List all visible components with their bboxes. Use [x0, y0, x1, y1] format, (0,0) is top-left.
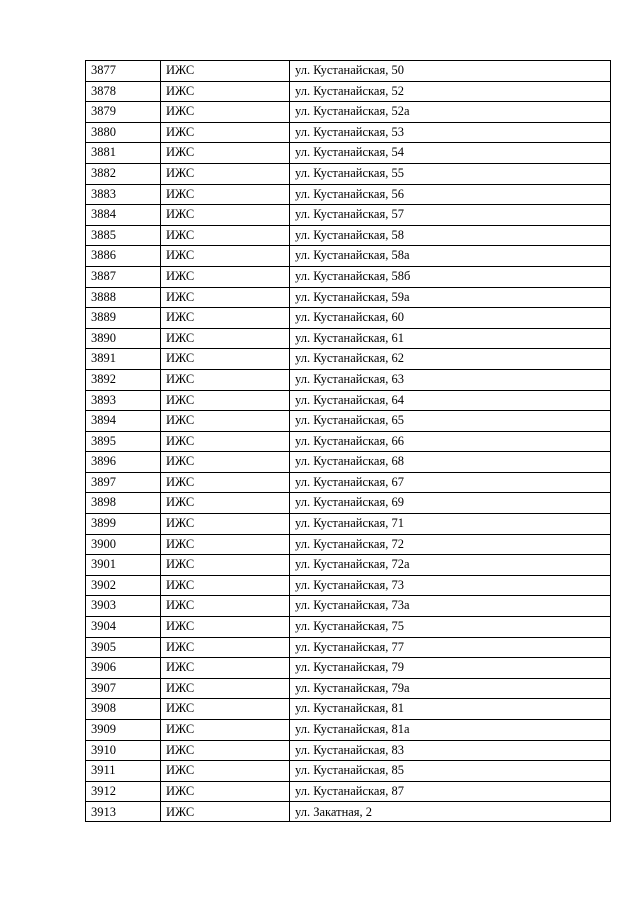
building-type-cell: ИЖС — [161, 369, 290, 390]
table-row — [86, 349, 611, 370]
building-type-cell: ИЖС — [161, 617, 290, 638]
address-cell: ул. Кустанайская, 75 — [290, 617, 611, 638]
address-cell: ул. Кустанайская, 53 — [290, 122, 611, 143]
building-type-cell: ИЖС — [161, 781, 290, 802]
row-number-cell: 3888 — [86, 287, 161, 308]
table-row — [86, 287, 611, 308]
address-cell: ул. Кустанайская, 61 — [290, 328, 611, 349]
row-number-cell: 3906 — [86, 658, 161, 679]
table-row — [86, 699, 611, 720]
building-type-cell: ИЖС — [161, 122, 290, 143]
table-row — [86, 740, 611, 761]
building-type-cell: ИЖС — [161, 658, 290, 679]
building-type-cell: ИЖС — [161, 472, 290, 493]
address-cell: ул. Кустанайская, 68 — [290, 452, 611, 473]
building-type-cell: ИЖС — [161, 349, 290, 370]
building-type-cell: ИЖС — [161, 246, 290, 267]
row-number-cell: 3892 — [86, 369, 161, 390]
table-row — [86, 534, 611, 555]
address-cell: ул. Кустанайская, 85 — [290, 761, 611, 782]
table-body — [86, 61, 611, 822]
row-number-cell: 3879 — [86, 102, 161, 123]
address-cell: ул. Кустанайская, 73 — [290, 575, 611, 596]
row-number-cell: 3911 — [86, 761, 161, 782]
address-cell: ул. Кустанайская, 87 — [290, 781, 611, 802]
building-type-cell: ИЖС — [161, 308, 290, 329]
row-number-cell: 3908 — [86, 699, 161, 720]
building-type-cell: ИЖС — [161, 205, 290, 226]
row-number-cell: 3883 — [86, 184, 161, 205]
table-row — [86, 431, 611, 452]
address-cell: ул. Кустанайская, 56 — [290, 184, 611, 205]
table-row — [86, 225, 611, 246]
table-row — [86, 102, 611, 123]
row-number-cell: 3887 — [86, 266, 161, 287]
building-type-cell: ИЖС — [161, 678, 290, 699]
address-cell: ул. Кустанайская, 58 — [290, 225, 611, 246]
building-type-cell: ИЖС — [161, 596, 290, 617]
table-row — [86, 390, 611, 411]
building-type-cell: ИЖС — [161, 493, 290, 514]
building-type-cell: ИЖС — [161, 761, 290, 782]
building-type-cell: ИЖС — [161, 287, 290, 308]
table-row — [86, 122, 611, 143]
row-number-cell: 3880 — [86, 122, 161, 143]
row-number-cell: 3900 — [86, 534, 161, 555]
row-number-cell: 3901 — [86, 555, 161, 576]
row-number-cell: 3904 — [86, 617, 161, 638]
address-cell: ул. Кустанайская, 67 — [290, 472, 611, 493]
row-number-cell: 3910 — [86, 740, 161, 761]
row-number-cell: 3898 — [86, 493, 161, 514]
table-row — [86, 369, 611, 390]
address-cell: ул. Кустанайская, 57 — [290, 205, 611, 226]
table-row — [86, 328, 611, 349]
row-number-cell: 3899 — [86, 514, 161, 535]
table-row — [86, 658, 611, 679]
row-number-cell: 3907 — [86, 678, 161, 699]
table-row — [86, 596, 611, 617]
address-cell: ул. Кустанайская, 79 — [290, 658, 611, 679]
row-number-cell: 3896 — [86, 452, 161, 473]
address-cell: ул. Кустанайская, 58б — [290, 266, 611, 287]
table-row — [86, 637, 611, 658]
address-cell: ул. Кустанайская, 72 — [290, 534, 611, 555]
row-number-cell: 3895 — [86, 431, 161, 452]
address-cell: ул. Кустанайская, 55 — [290, 163, 611, 184]
table-row — [86, 246, 611, 267]
table-row — [86, 163, 611, 184]
table-row — [86, 514, 611, 535]
building-type-cell: ИЖС — [161, 514, 290, 535]
table-row — [86, 205, 611, 226]
building-type-cell: ИЖС — [161, 411, 290, 432]
building-type-cell: ИЖС — [161, 720, 290, 741]
address-cell: ул. Кустанайская, 58а — [290, 246, 611, 267]
address-cell: ул. Кустанайская, 79а — [290, 678, 611, 699]
row-number-cell: 3882 — [86, 163, 161, 184]
table-row — [86, 720, 611, 741]
building-type-cell: ИЖС — [161, 225, 290, 246]
table-row — [86, 266, 611, 287]
table-row — [86, 411, 611, 432]
address-cell: ул. Кустанайская, 72а — [290, 555, 611, 576]
row-number-cell: 3897 — [86, 472, 161, 493]
building-type-cell: ИЖС — [161, 431, 290, 452]
row-number-cell: 3885 — [86, 225, 161, 246]
address-cell: ул. Кустанайская, 69 — [290, 493, 611, 514]
table-row — [86, 802, 611, 822]
row-number-cell: 3913 — [86, 802, 161, 822]
row-number-cell: 3889 — [86, 308, 161, 329]
table-row — [86, 308, 611, 329]
row-number-cell: 3886 — [86, 246, 161, 267]
building-type-cell: ИЖС — [161, 143, 290, 164]
address-cell: ул. Кустанайская, 50 — [290, 61, 611, 82]
address-cell: ул. Кустанайская, 73а — [290, 596, 611, 617]
row-number-cell: 3909 — [86, 720, 161, 741]
row-number-cell: 3891 — [86, 349, 161, 370]
row-number-cell: 3878 — [86, 81, 161, 102]
table-row — [86, 452, 611, 473]
address-cell: ул. Кустанайская, 63 — [290, 369, 611, 390]
row-number-cell: 3894 — [86, 411, 161, 432]
address-cell: ул. Кустанайская, 81 — [290, 699, 611, 720]
row-number-cell: 3890 — [86, 328, 161, 349]
row-number-cell: 3884 — [86, 205, 161, 226]
building-type-cell: ИЖС — [161, 184, 290, 205]
address-cell: ул. Закатная, 2 — [290, 802, 611, 822]
building-type-cell: ИЖС — [161, 81, 290, 102]
address-table — [85, 60, 611, 822]
building-type-cell: ИЖС — [161, 390, 290, 411]
address-cell: ул. Кустанайская, 52 — [290, 81, 611, 102]
table-row — [86, 472, 611, 493]
building-type-cell: ИЖС — [161, 102, 290, 123]
building-type-cell: ИЖС — [161, 534, 290, 555]
address-cell: ул. Кустанайская, 77 — [290, 637, 611, 658]
building-type-cell: ИЖС — [161, 266, 290, 287]
table-row — [86, 761, 611, 782]
address-cell: ул. Кустанайская, 65 — [290, 411, 611, 432]
address-cell: ул. Кустанайская, 60 — [290, 308, 611, 329]
row-number-cell: 3893 — [86, 390, 161, 411]
building-type-cell: ИЖС — [161, 328, 290, 349]
address-cell: ул. Кустанайская, 83 — [290, 740, 611, 761]
building-type-cell: ИЖС — [161, 61, 290, 82]
row-number-cell: 3902 — [86, 575, 161, 596]
row-number-cell: 3877 — [86, 61, 161, 82]
row-number-cell: 3912 — [86, 781, 161, 802]
row-number-cell: 3905 — [86, 637, 161, 658]
table-row — [86, 81, 611, 102]
address-cell: ул. Кустанайская, 52а — [290, 102, 611, 123]
address-cell: ул. Кустанайская, 66 — [290, 431, 611, 452]
row-number-cell: 3903 — [86, 596, 161, 617]
address-cell: ул. Кустанайская, 59а — [290, 287, 611, 308]
address-cell: ул. Кустанайская, 64 — [290, 390, 611, 411]
table-row — [86, 555, 611, 576]
address-cell: ул. Кустанайская, 54 — [290, 143, 611, 164]
row-number-cell: 3881 — [86, 143, 161, 164]
table-row — [86, 143, 611, 164]
table-row — [86, 493, 611, 514]
address-cell: ул. Кустанайская, 81а — [290, 720, 611, 741]
table-row — [86, 184, 611, 205]
building-type-cell: ИЖС — [161, 575, 290, 596]
building-type-cell: ИЖС — [161, 163, 290, 184]
address-cell: ул. Кустанайская, 62 — [290, 349, 611, 370]
table-row — [86, 617, 611, 638]
table-row — [86, 61, 611, 82]
building-type-cell: ИЖС — [161, 637, 290, 658]
building-type-cell: ИЖС — [161, 699, 290, 720]
table-row — [86, 575, 611, 596]
table-row — [86, 678, 611, 699]
table-row — [86, 781, 611, 802]
building-type-cell: ИЖС — [161, 740, 290, 761]
building-type-cell: ИЖС — [161, 802, 290, 822]
address-cell: ул. Кустанайская, 71 — [290, 514, 611, 535]
building-type-cell: ИЖС — [161, 452, 290, 473]
building-type-cell: ИЖС — [161, 555, 290, 576]
